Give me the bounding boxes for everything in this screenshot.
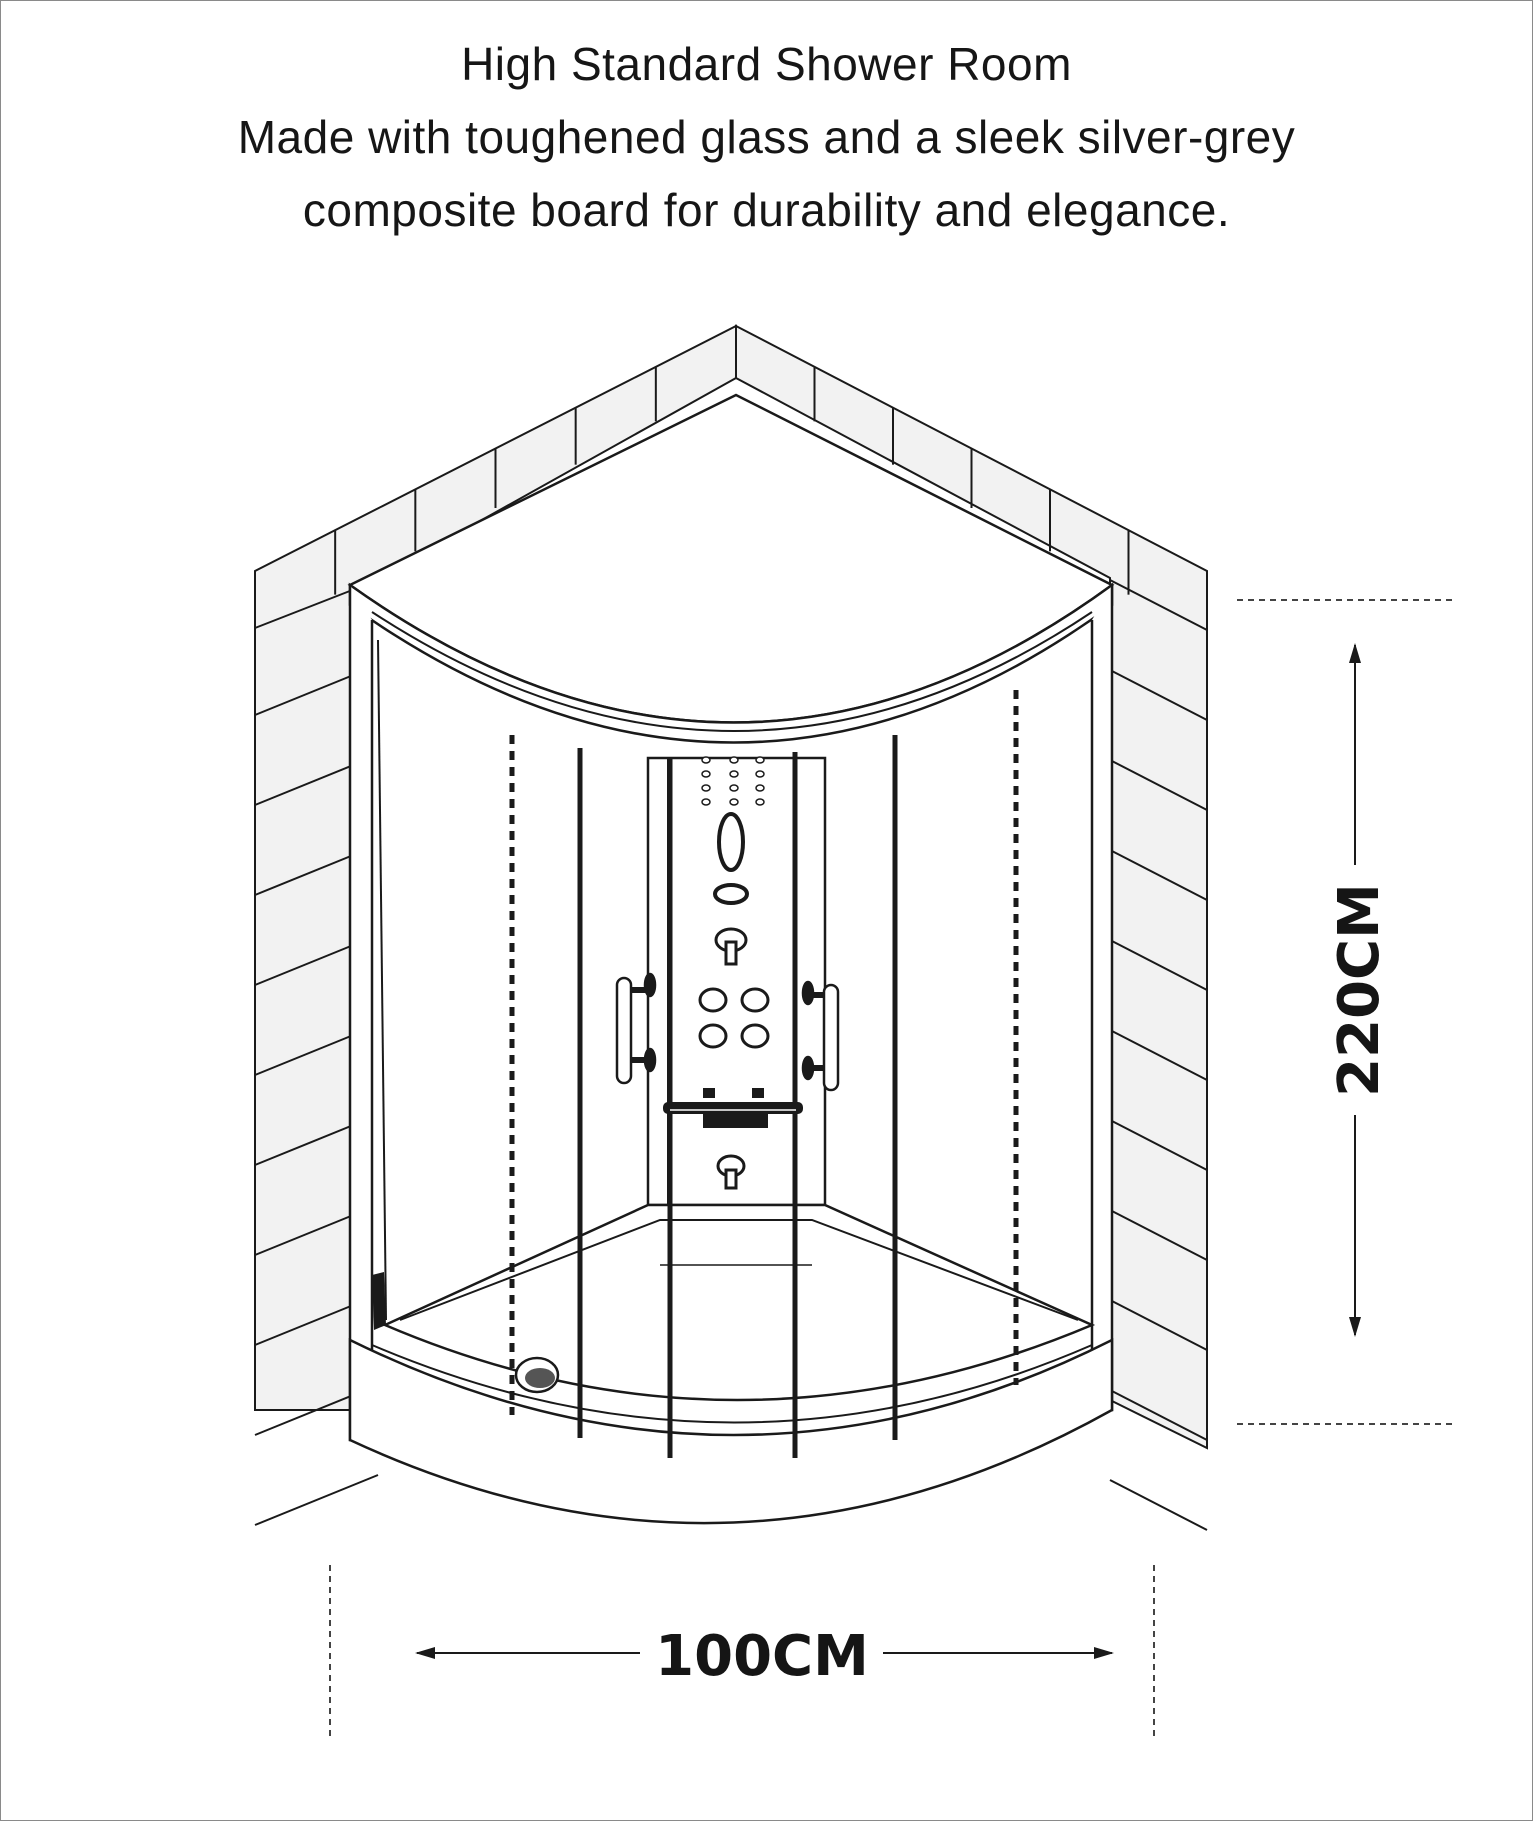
- description-line-2: composite board for durability and elegance.: [302, 184, 1231, 236]
- height-label: 220CM: [1327, 883, 1392, 1097]
- right-frame-post: [1092, 585, 1112, 1410]
- door-stopper: [372, 1272, 386, 1330]
- left-frame-post: [350, 585, 372, 1440]
- width-label: 100CM: [655, 1624, 869, 1689]
- rain-shower-head: [719, 814, 743, 870]
- title-line: High Standard Shower Room: [461, 38, 1072, 90]
- description-line-1: Made with toughened glass and a sleek silver-grey: [237, 111, 1296, 163]
- drain: [516, 1358, 558, 1392]
- control-knob: [715, 885, 747, 903]
